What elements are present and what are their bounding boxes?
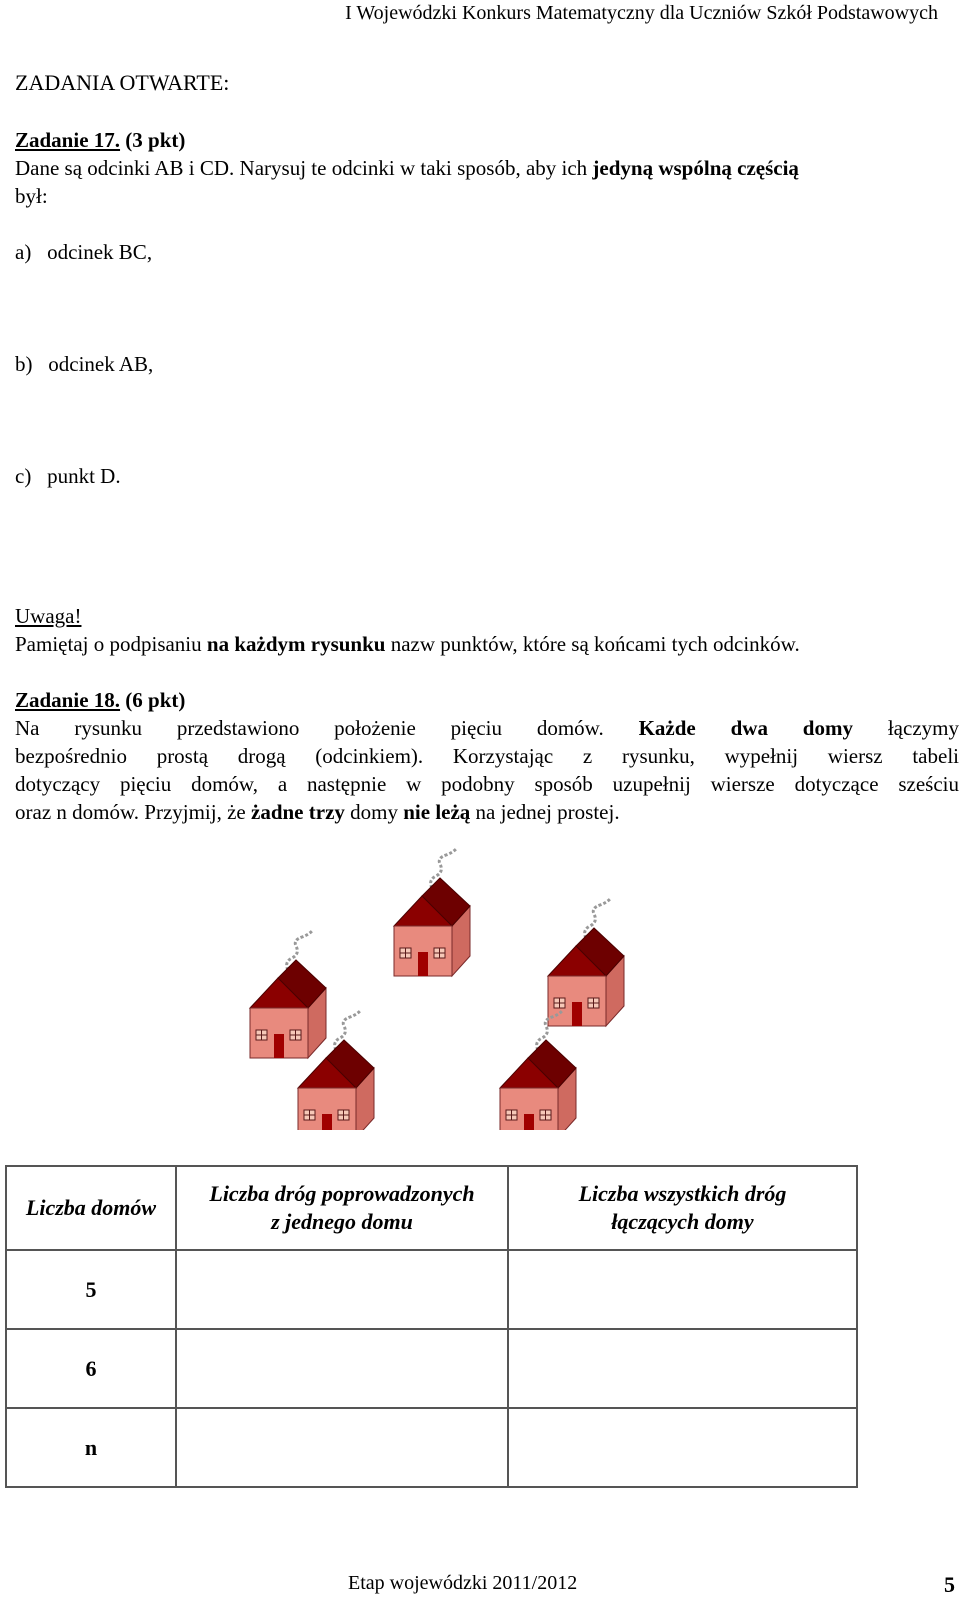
task18-l4-e: na jednej prostej. — [470, 800, 620, 824]
header-col2-line2: z jednego domu — [271, 1209, 413, 1234]
item-text: odcinek BC, — [47, 240, 153, 264]
task18-l4-a: oraz n domów. Przyjmij, że — [15, 800, 251, 824]
task18-l4-bold2: nie leżą — [403, 800, 471, 824]
task18-heading — [15, 688, 185, 713]
item-text: punkt D. — [47, 464, 121, 488]
house-icon — [548, 899, 624, 1026]
houses-illustration — [0, 840, 960, 1130]
task17-item-b — [15, 352, 153, 377]
cell-houses: 5 — [6, 1250, 176, 1329]
cell-total-roads[interactable] — [508, 1329, 857, 1408]
task18-line4 — [15, 800, 959, 825]
page-number: 5 — [944, 1572, 955, 1597]
task17-item-c — [15, 464, 121, 489]
note-text-bold: na każdym rysunku — [206, 632, 386, 656]
task17-text-line2: był: — [15, 184, 48, 208]
task18-l1-a: Na rysunku przedstawiono położenie pięciu domów. — [15, 716, 639, 740]
house-icon — [394, 849, 470, 976]
note-text-a: Pamiętaj o podpisaniu — [15, 632, 207, 656]
table-row — [6, 1329, 857, 1408]
task18-l4-c: domy — [344, 800, 404, 824]
task17-text-bold: jedyną wspólną częścią — [592, 156, 799, 180]
task18-line3: dotyczący pięciu domów, a następnie w podobny sposób uzupełnij wiersze dotyczące sześciu — [15, 772, 959, 796]
note-text-c: nazw punktów, które są końcami tych odcinków. — [385, 632, 800, 656]
header-col3-line1: Liczba wszystkich dróg — [578, 1181, 787, 1206]
task18-l4-bold1: żadne trzy — [251, 800, 345, 824]
answer-table — [5, 1165, 858, 1488]
cell-houses: 6 — [6, 1329, 176, 1408]
task18-l1-bold: Każde dwa domy — [638, 716, 853, 740]
cell-total-roads[interactable] — [508, 1250, 857, 1329]
header-col3-line2: łączących domy — [611, 1209, 754, 1234]
header-total-roads — [508, 1166, 857, 1250]
task17-item-a — [15, 240, 152, 265]
item-letter: a) — [15, 240, 32, 264]
cell-roads-from-one[interactable] — [176, 1408, 508, 1487]
task18-points: (6 pkt) — [125, 688, 186, 712]
note-text — [15, 632, 800, 657]
table-row — [6, 1408, 857, 1487]
cell-houses: n — [6, 1408, 176, 1487]
item-letter: c) — [15, 464, 32, 488]
task17-text-line1 — [15, 156, 799, 181]
task18-l1-c: łączymy — [852, 716, 959, 740]
note-title: Uwaga! — [15, 604, 82, 628]
header-col2-line1: Liczba dróg poprowadzonych — [209, 1181, 475, 1206]
task17-points: (3 pkt) — [125, 128, 186, 152]
task18-line2: bezpośrednio prostą drogą (odcinkiem). Korzystając z rysunku, wypełnij wiersz tabeli — [15, 744, 959, 768]
table-row — [6, 1250, 857, 1329]
table-header-row — [6, 1166, 857, 1250]
header-houses: Liczba domów — [6, 1166, 176, 1250]
house-icon — [500, 1011, 576, 1130]
house-icon — [250, 931, 326, 1058]
section-title: ZADANIA OTWARTE: — [15, 70, 230, 95]
item-letter: b) — [15, 352, 33, 376]
footer-text: Etap wojewódzki 2011/2012 — [348, 1572, 578, 1594]
page-header: I Wojewódzki Konkurs Matematyczny dla Uczniów Szkół Podstawowych — [345, 2, 938, 24]
cell-total-roads[interactable] — [508, 1408, 857, 1487]
task17-text-a: Dane są odcinki AB i CD. Narysuj te odcinki w taki sposób, aby ich — [15, 156, 593, 180]
task18-label: Zadanie 18. — [15, 688, 121, 712]
cell-roads-from-one[interactable] — [176, 1329, 508, 1408]
task18-line1 — [15, 716, 959, 741]
item-text: odcinek AB, — [48, 352, 154, 376]
cell-roads-from-one[interactable] — [176, 1250, 508, 1329]
task17-label: Zadanie 17. — [15, 128, 121, 152]
header-roads-from-one — [176, 1166, 508, 1250]
task17-heading — [15, 128, 185, 153]
